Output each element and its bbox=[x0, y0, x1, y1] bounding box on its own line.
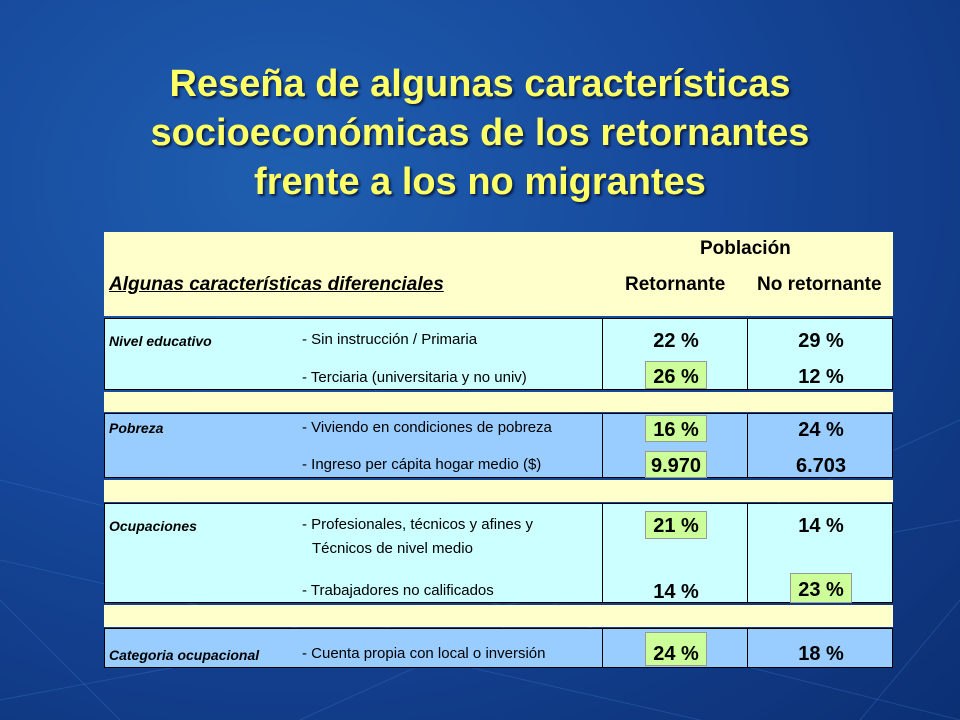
category-label: Pobreza bbox=[109, 420, 164, 436]
spacer-row bbox=[104, 605, 893, 627]
row-ret-value: 26 % bbox=[653, 366, 699, 388]
row-desc: - Sin instrucción / Primaria bbox=[302, 331, 478, 348]
spacer-row bbox=[104, 392, 893, 412]
divider bbox=[747, 318, 748, 390]
row-desc: - Cuenta propia con local o inversión bbox=[302, 645, 546, 662]
row-desc-continued: Técnicos de nivel medio bbox=[312, 540, 473, 557]
header-poblacion: Población bbox=[700, 238, 791, 259]
row-ret-value: 24 % bbox=[653, 643, 699, 665]
header-retornante: Retornante bbox=[625, 274, 726, 295]
row-noret-value: 29 % bbox=[798, 330, 844, 352]
header-no-retornante: No retornante bbox=[757, 274, 882, 295]
divider bbox=[747, 628, 748, 668]
category-label: Categoria ocupacional bbox=[109, 647, 260, 663]
row-noret-value: 23 % bbox=[798, 579, 844, 601]
divider bbox=[602, 318, 603, 390]
title-line-3: frente a los no migrantes bbox=[254, 161, 706, 203]
slide-title bbox=[40, 60, 920, 207]
row-ret-value: 9.970 bbox=[650, 455, 702, 477]
title-line-2: socioeconómicas de los retornantes bbox=[150, 112, 810, 154]
row-noret-value: 18 % bbox=[798, 643, 844, 665]
row-ret-value: 21 % bbox=[653, 515, 699, 537]
divider bbox=[747, 413, 748, 478]
row-ret-value: 22 % bbox=[653, 330, 699, 352]
row-desc: - Trabajadores no calificados bbox=[302, 582, 494, 599]
row-desc: - Ingreso per cápita hogar medio ($) bbox=[302, 456, 542, 473]
divider bbox=[747, 503, 748, 603]
row-noret-value: 12 % bbox=[798, 366, 844, 388]
row-noret-value: 14 % bbox=[798, 515, 844, 537]
row-desc: - Viviendo en condiciones de pobreza bbox=[302, 419, 552, 436]
title-line-1: Reseña de algunas características bbox=[169, 63, 791, 105]
row-ret-value: 16 % bbox=[653, 419, 699, 441]
divider bbox=[602, 503, 603, 603]
divider bbox=[602, 413, 603, 478]
row-ret-value: 14 % bbox=[653, 581, 699, 603]
spacer-row bbox=[104, 480, 893, 502]
row-desc: - Terciaria (universitaria y no univ) bbox=[302, 369, 527, 386]
divider bbox=[602, 628, 603, 668]
row-noret-value: 24 % bbox=[798, 419, 844, 441]
header-characteristics: Algunas características diferenciales bbox=[109, 274, 444, 295]
row-desc: - Profesionales, técnicos y afines y bbox=[302, 516, 533, 533]
category-label: Nivel educativo bbox=[109, 333, 212, 349]
row-noret-value: 6.703 bbox=[795, 455, 847, 477]
category-label: Ocupaciones bbox=[109, 518, 197, 534]
